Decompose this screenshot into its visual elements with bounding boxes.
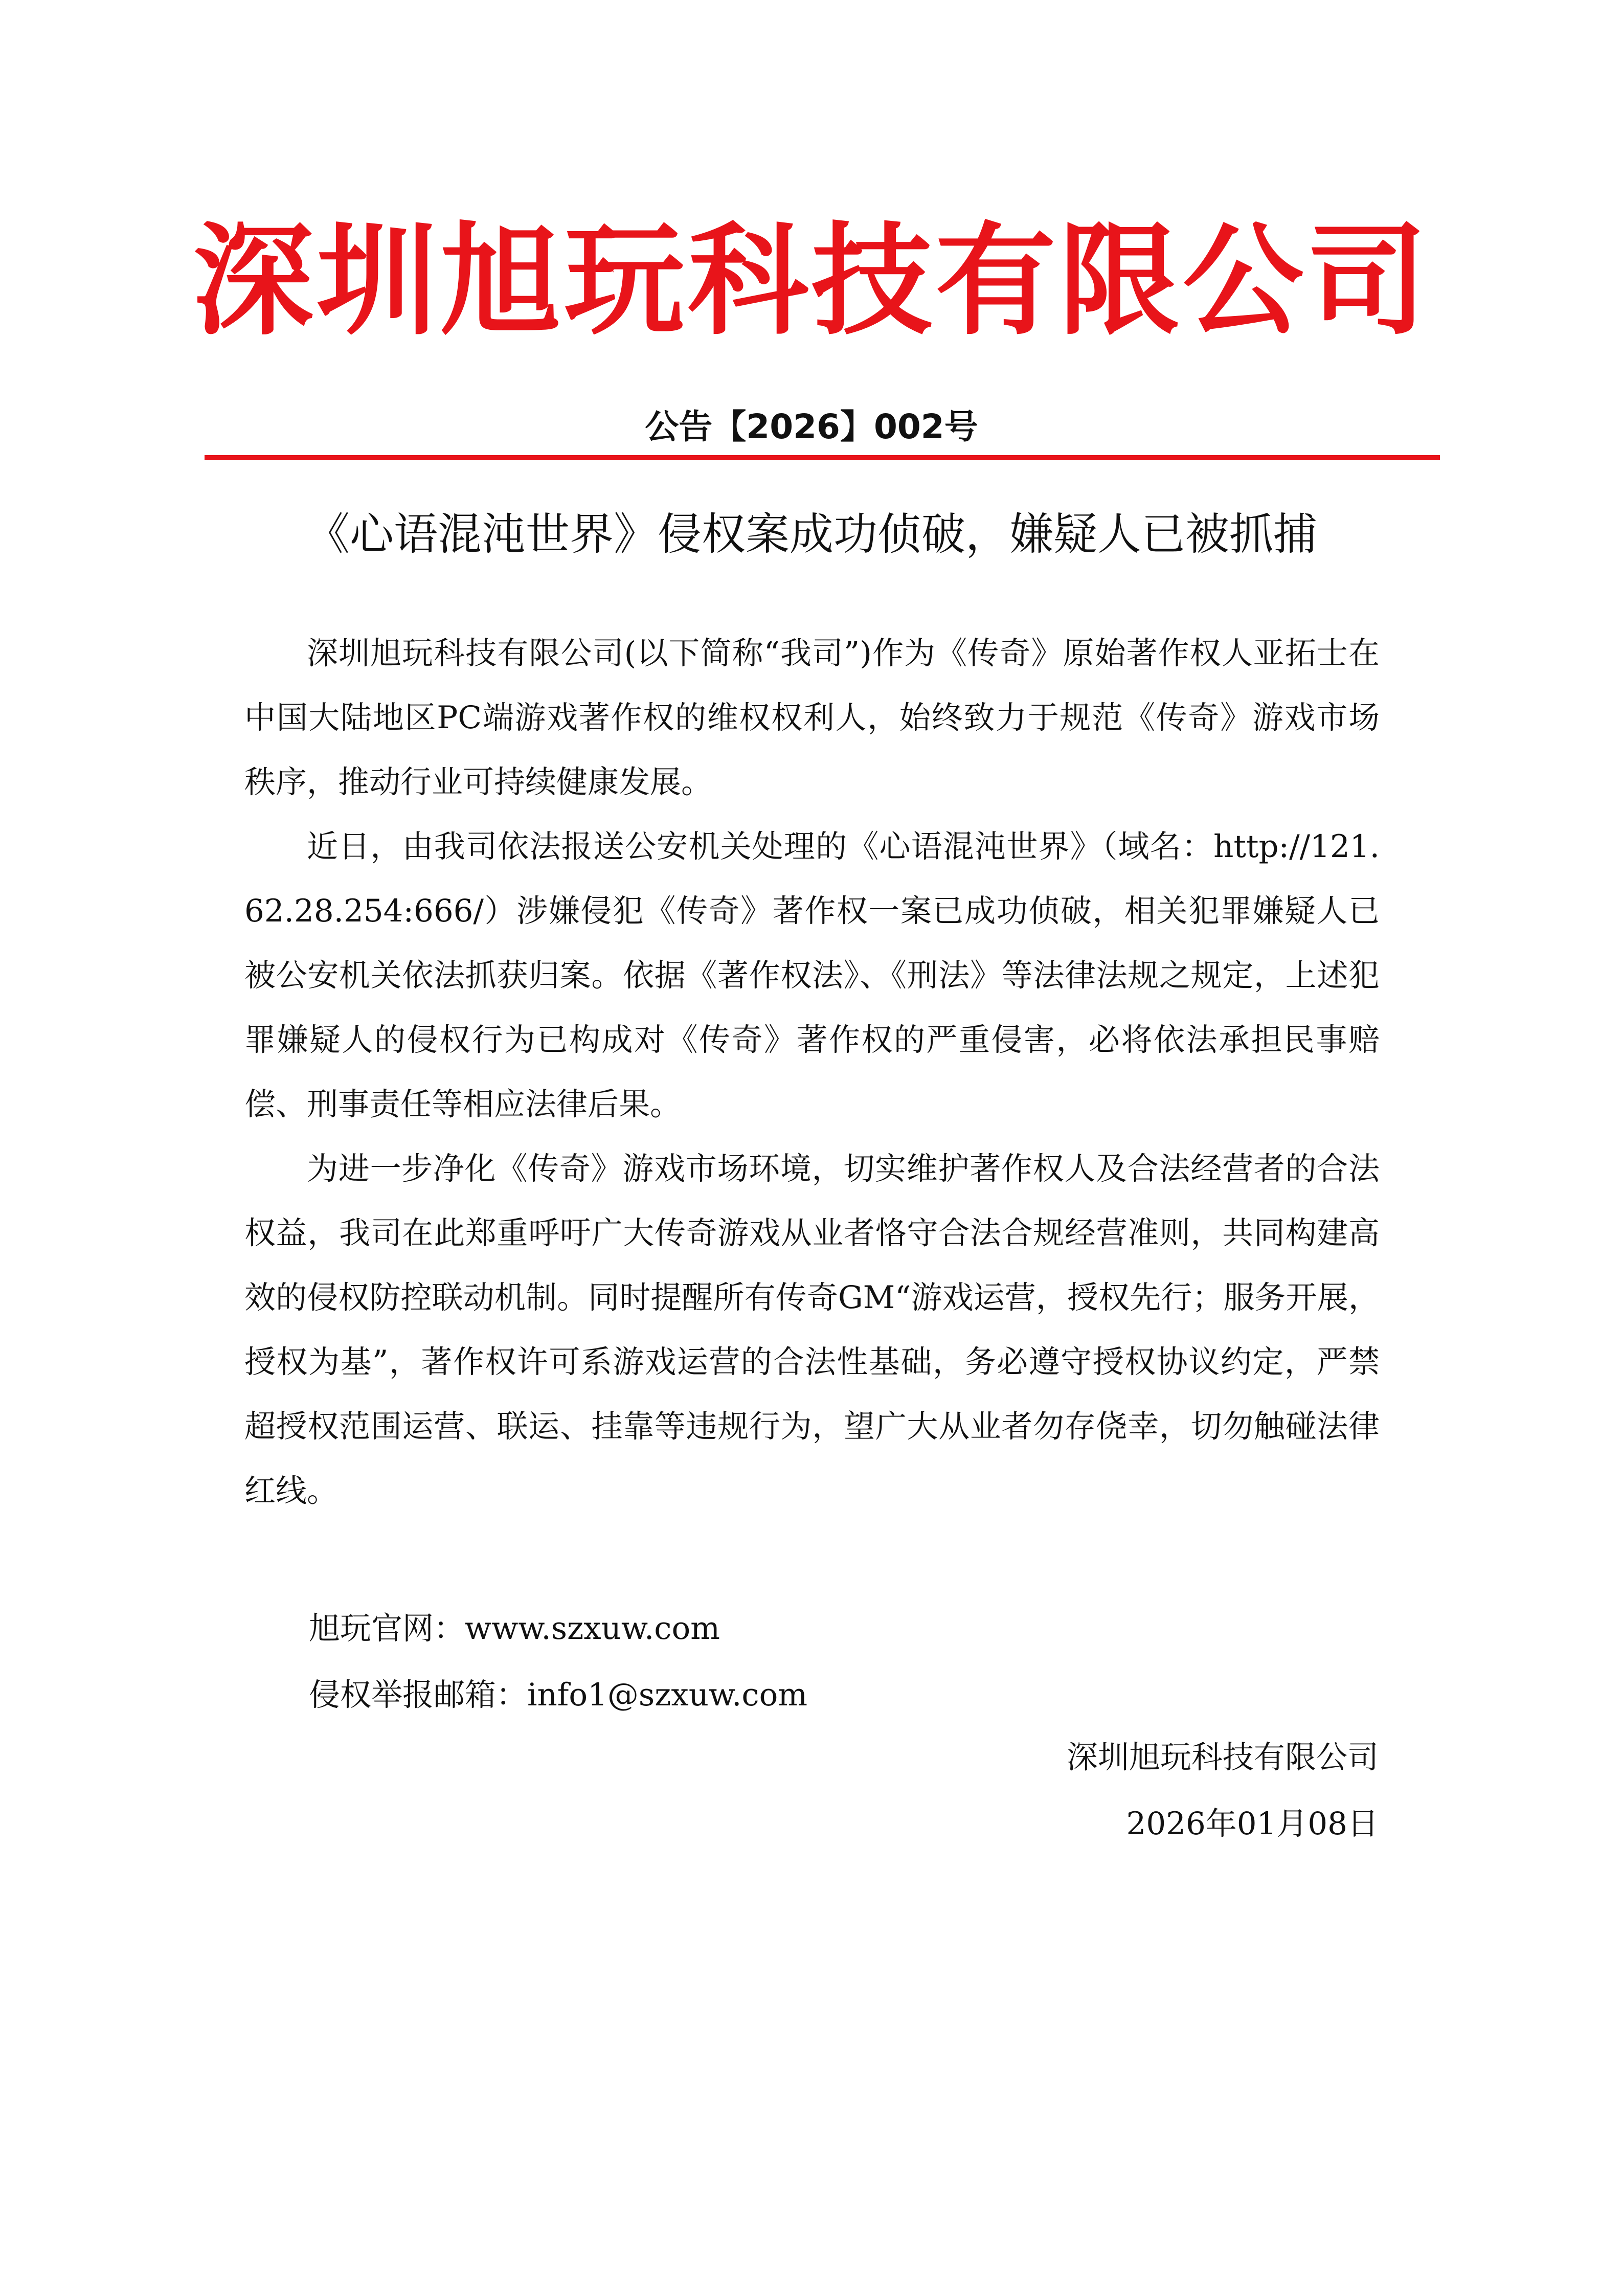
signature-date: 2026年01月08日 bbox=[1126, 1806, 1379, 1842]
document-title: 《心语混沌世界》侵权案成功侦破，嫌疑人已被抓捕 bbox=[306, 509, 1317, 560]
body-paragraph: 为进一步净化《传奇》游戏市场环境，切实维护著作权人及合法经营者的合法权益，我司在此郑重呼吁广大传奇游戏从业者恪守合法合规经营准则，共同构建高效的侵权防控联动机制。同时提醒所有传奇GM“游戏运营，授权先行；服务开展，授权为基”，著作权许可系游戏运营的合法性基础，务必遵守授权协议约定，严禁超授权范围运营、联运、挂靠等违规行为，望广大从业者勿存侥幸，切勿触碰法律红线。 bbox=[244, 1151, 1380, 1509]
website-line: 旭玩官网：www.szxuw.com bbox=[309, 1610, 720, 1647]
body-paragraph: 深圳旭玩科技有限公司(以下简称“我司”)作为《传奇》原始著作权人亚拓士在中国大陆地区PC端游戏著作权的维权权利人，始终致力于规范《传奇》游戏市场秩序，推动行业可持续健康发展。 bbox=[244, 635, 1380, 800]
signature-company: 深圳旭玩科技有限公司 bbox=[1066, 1739, 1379, 1775]
report-email-line: 侵权举报邮箱：info1@szxuw.com bbox=[309, 1677, 808, 1713]
document-body bbox=[244, 621, 1380, 1523]
contact-block bbox=[309, 1595, 1229, 1728]
notice-number: 公告【2026】002号 bbox=[645, 407, 978, 446]
body-paragraph: 近日，由我司依法报送公安机关处理的《心语混沌世界》（域名：http://121.62.28.254:666/）涉嫌侵犯《传奇》著作权一案已成功侦破，相关犯罪嫌疑人已被公安机关依法抓获归案。依据《著作权法》、《刑法》等法律法规之规定，上述犯罪嫌疑人的侵权行为已构成对《传奇》著作权的严重侵害，必将依法承担民事赔偿、刑事责任等相应法律后果。 bbox=[244, 828, 1380, 1122]
signature-block bbox=[867, 1724, 1379, 1857]
red-divider bbox=[205, 455, 1440, 460]
company-masthead: 深圳旭玩科技有限公司 bbox=[192, 211, 1430, 351]
